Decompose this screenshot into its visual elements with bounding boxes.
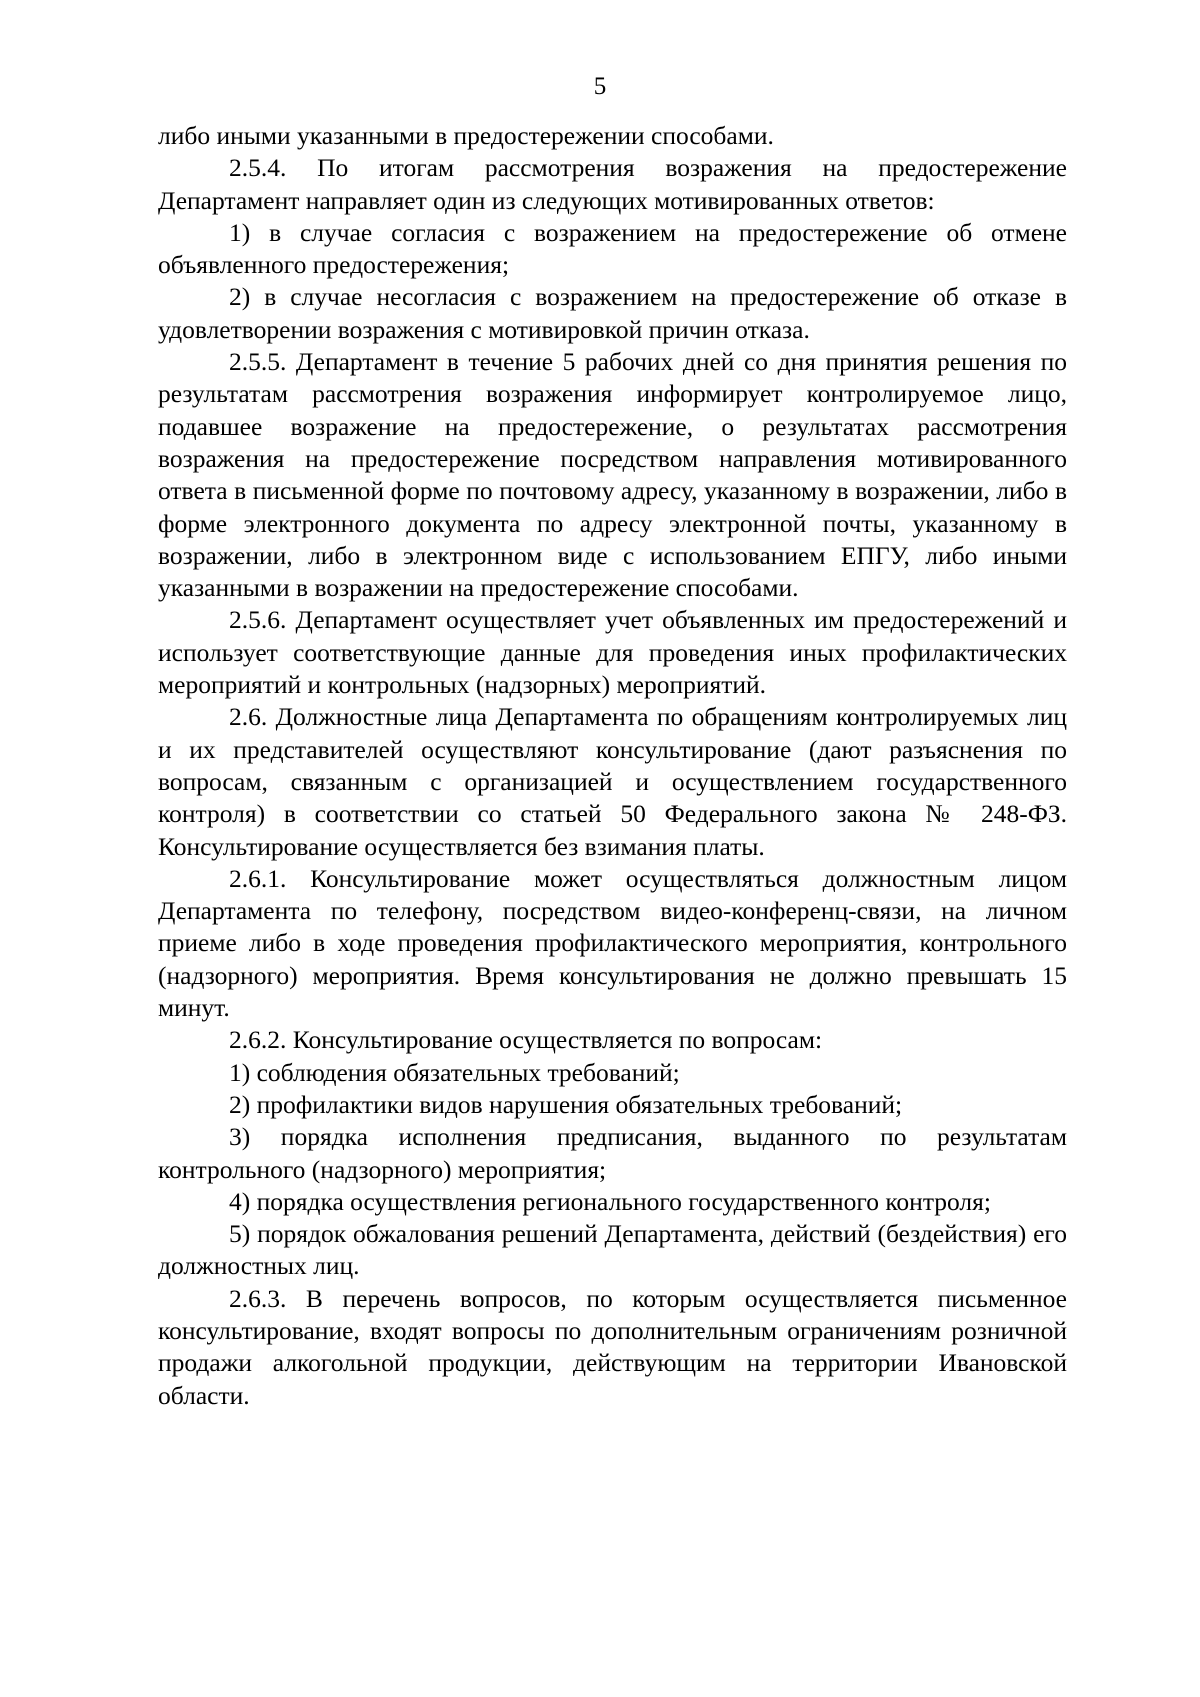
list-item-2-6-2-1: 1) соблюдения обязательных требований; <box>229 1057 680 1087</box>
list-item-2-5-4-2: 2) в случае несогласия с возражением на предостережение об отказе в удовлетворении возражения с мотивировкой причин отказа. <box>158 282 1067 344</box>
list-item-2-6-2-5: 5) порядок обжалования решений Департамента, действий (бездействия) его должностных лиц. <box>158 1219 1067 1281</box>
paragraph-2-5-5: 2.5.5. Департамент в течение 5 рабочих дней со дня принятия решения по результатам рассмотрения возражения информирует контролируемое лицо, подавшее возражение на предостережение, о результатах рассмотрения возражения на предостережение посредством направления мотивированного ответа в письменной форме по почтовому адресу, указанному в возражении, либо в форме электронного документа по адресу электронной почты, указанному в возражении, либо в электронном виде с использованием ЕПГУ, либо иными указанными в возражении на предостережение способами. <box>158 347 1067 603</box>
list-item-2-6-2-4: 4) порядка осуществления регионального государственного контроля; <box>229 1186 991 1216</box>
page-number: 5 <box>593 73 607 100</box>
paragraph-2-6-3: 2.6.3. В перечень вопросов, по которым осуществляется письменное консультирование, входят вопросы по дополнительным ограничениям розничной продажи алкогольной продукции, действующим на территории Ивановской области. <box>158 1283 1067 1410</box>
list-item-2-6-2-3: 3) порядка исполнения предписания, выданного по результатам контрольного (надзорного) мероприятия; <box>158 1122 1067 1184</box>
paragraph-2-5-6: 2.5.6. Департамент осуществляет учет объявленных им предостережений и использует соответствующие данные для проведения иных профилактических мероприятий и контрольных (надзорных) мероприятий. <box>158 605 1067 700</box>
paragraph-continuation: либо иными указанными в предостережении способами. <box>158 121 774 150</box>
paragraph-2-6-2: 2.6.2. Консультирование осуществляется по вопросам: <box>229 1025 823 1055</box>
list-item-2-5-4-1: 1) в случае согласия с возражением на предостережение об отмене объявленного предостережения; <box>158 217 1067 280</box>
paragraph-2-5-4: 2.5.4. По итогам рассмотрения возражения на предостережение Департамент направляет один из следующих мотивированных ответов: <box>158 153 1067 215</box>
paragraph-2-6-1: 2.6.1. Консультирование может осуществляться должностным лицом Департамента по телефону, посредством видео-конференц-связи, на личном приеме либо в ходе проведения профилактического мероприятия, контрольного (надзорного) мероприятия. Время консультирования не должно превышать 15 минут. <box>158 863 1067 1023</box>
paragraph-2-6: 2.6. Должностные лица Департамента по обращениям контролируемых лиц и их представителей осуществляют консультирование (дают разъяснения по вопросам, связанным с организацией и осуществлением государственного контроля) в соответствии со статьей 50 Федерального закона № 248-ФЗ. Консультирование осуществляется без взимания платы. <box>158 702 1067 861</box>
document-body <box>158 120 1067 1412</box>
list-item-2-6-2-2: 2) профилактики видов нарушения обязательных требований; <box>229 1089 903 1119</box>
